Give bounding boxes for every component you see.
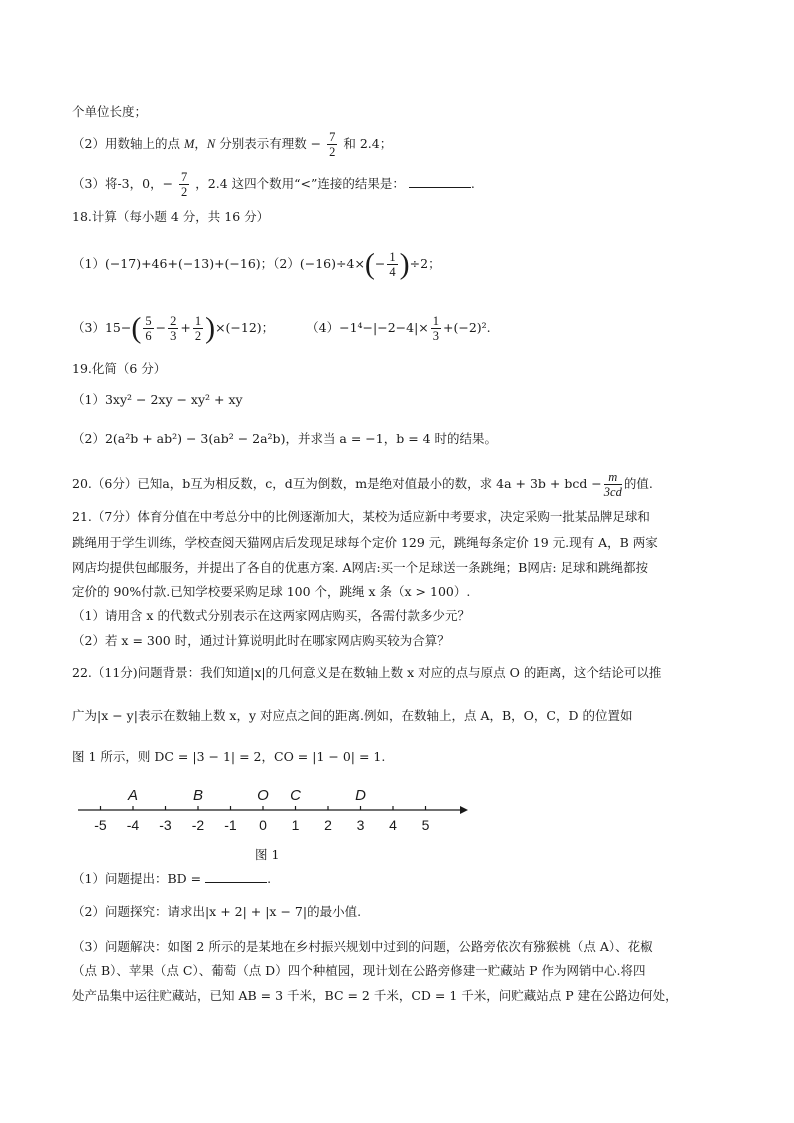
q18-heading — [72, 208, 269, 226]
text: 广为|x − y|表示在数轴上数 x，y 对应点之间的距离.例如，在数轴上，点 A，B，O，C，D 的位置如 — [72, 708, 633, 723]
text: （2）问题探究：请求出|x + 2| + |x − 7|的最小值. — [72, 904, 362, 919]
fraction-1-2 — [193, 314, 203, 343]
q17-part3 — [72, 170, 475, 199]
q22-sub3-line3 — [72, 987, 678, 1005]
tick-label: 4 — [389, 817, 397, 833]
text: 处产品集中运往贮藏站，已知 AB = 3 千米，BC = 2 千米，CD = 1 千米，问贮藏站点 P 建在公路边何处， — [72, 988, 678, 1003]
fraction-7-2 — [327, 130, 337, 159]
paren: ( — [364, 247, 375, 281]
denominator: 3 — [432, 329, 440, 343]
numerator: 2 — [170, 314, 177, 328]
q21-line2 — [72, 534, 658, 552]
point-label-b: B — [192, 787, 204, 804]
fraction-7-2 — [179, 170, 189, 199]
q19-part2 — [72, 430, 497, 448]
text: 图 1 所示，则 DC = |3 − 1| = 2，CO = |1 − 0| = 1. — [72, 749, 386, 764]
fraction-2-3 — [168, 314, 178, 343]
tick-label: 3 — [356, 817, 365, 833]
tick-label: 2 — [324, 817, 332, 833]
text: （2）若 x = 300 时，通过计算说明此时在哪家网店购买较为合算？ — [72, 633, 450, 648]
text: ，2.4 这四个数用“<”连接的结果是： — [195, 176, 405, 191]
axis-arrow — [460, 806, 468, 814]
number-line-figure — [70, 780, 470, 840]
denominator: 2 — [181, 185, 188, 199]
numerator: 7 — [181, 170, 188, 184]
figure-caption: 图 1 — [255, 847, 280, 862]
tick-label: -5 — [94, 817, 107, 833]
text: 的值. — [623, 476, 653, 491]
q18-parts-1-2: （1）(−17)+46+(−13)+(−16)；（2）(−16)÷4×(− $\frac{1}{4}$ )÷2； — [72, 247, 441, 281]
text: （2）2(a²b + ab²) − 3(ab² − 2a²b)，并求当 a = −1，b = 4 时的结果。 — [72, 431, 498, 446]
tick-label: 0 — [259, 817, 267, 833]
text: （1）问题提出：BD = — [72, 871, 202, 886]
denominator: 3cd — [603, 485, 622, 499]
q22-sub3-line2 — [72, 962, 646, 980]
q22-sub1 — [72, 870, 271, 888]
text: 19.化简（6 分） — [72, 361, 167, 376]
q21-line1 — [72, 508, 650, 526]
q22-line2 — [72, 707, 632, 725]
text: 定价的 90%付款.已知学校要采购足球 100 个，跳绳 x 条（x > 100）. — [72, 584, 471, 599]
fraction-5-6 — [143, 314, 153, 343]
numerator: 7 — [329, 130, 336, 144]
q22-line3 — [72, 748, 385, 766]
tick-label: -2 — [191, 817, 205, 833]
point-label-d: D — [355, 787, 366, 804]
fraction-1-3 — [431, 314, 441, 343]
q19-part1 — [72, 391, 243, 409]
denominator: 2 — [194, 329, 202, 343]
text: . — [267, 871, 272, 886]
tick-label: -4 — [126, 817, 140, 833]
paren: ) — [399, 247, 410, 281]
text: . — [470, 176, 475, 191]
text: （3）将-3，0，− — [72, 176, 174, 191]
tick-label: -3 — [159, 817, 172, 833]
text: （1）3xy² − 2xy − xy² + xy — [72, 392, 243, 407]
numerator: 1 — [389, 250, 396, 264]
text: （点 B）、苹果（点 C）、葡萄（点 D）四个种植园，现计划在公路旁修建一贮藏站 P 作为网销中心.将四 — [72, 963, 646, 978]
text: （3）问题解决：如图 2 所示的是某地在乡村振兴规划中过到的问题，公路旁依次有猕猴桃（点 A）、花椒 — [72, 939, 653, 954]
q17-part2 — [72, 130, 392, 159]
fraction-1-4 — [387, 250, 397, 279]
point-label-o: O — [257, 787, 269, 804]
q21-line4 — [72, 583, 470, 601]
text: （1）请用含 x 的代数式分别表示在这两家网店购买，各需付款多少元？ — [72, 608, 470, 623]
q21-sub1 — [72, 607, 470, 625]
tick-label: 1 — [291, 817, 300, 833]
fraction-m-3cd — [604, 470, 622, 499]
text: （3）15− — [72, 320, 132, 335]
text: ÷2； — [409, 256, 441, 271]
point-labels — [127, 787, 366, 804]
answer-blank[interactable] — [205, 870, 267, 883]
denominator: 3 — [170, 329, 177, 343]
text: ×(−12)； — [215, 320, 275, 335]
text: 网店均提供包邮服务，并提出了各自的优惠方案. A网店:买一个足球送一条跳绳；B网店: 足球和跳绳都按 — [72, 560, 649, 575]
q20 — [72, 470, 653, 499]
text: ， — [194, 136, 207, 151]
q21-line3 — [72, 559, 648, 577]
text: 22.（11分)问题背景：我们知道|x|的几何意义是在数轴上数 x 对应的点与原点 O 的距离，这个结论可以推 — [72, 665, 662, 680]
tick-label: 5 — [421, 817, 430, 833]
line-unit-length — [72, 103, 147, 121]
text: +(−2)². — [443, 320, 491, 335]
q18-parts-3-4: （3）15−( $\frac{5}{6}$ − $\frac{2}{3}$ + $\frac{1}{2}$ )×(−12)； （4）−1⁴−|−2−4|× $\frac{1}{3}$ +(−2)². — [72, 311, 491, 345]
point-m: M — [183, 137, 195, 151]
paren: ( — [131, 311, 142, 345]
answer-blank[interactable] — [409, 175, 471, 188]
text: （4）−1⁴−|−2−4|× — [306, 320, 429, 335]
text: （2）用数轴上的点 — [72, 136, 180, 151]
numerator: 5 — [145, 314, 152, 328]
q22-sub3-line1 — [72, 938, 653, 956]
q19-heading — [72, 360, 166, 378]
text: 个单位长度； — [72, 104, 148, 119]
text: 和 2.4； — [343, 136, 393, 151]
text: 18.计算（每小题 4 分，共 16 分） — [72, 209, 270, 224]
numerator: m — [604, 470, 622, 485]
numerator: 1 — [194, 314, 202, 328]
text: （1）(−17)+46+(−13)+(−16)；（2）(−16)÷4× — [72, 256, 365, 271]
denominator: 6 — [145, 329, 152, 343]
paren: ) — [205, 311, 216, 345]
denominator: 4 — [389, 265, 396, 279]
point-n: N — [206, 137, 216, 151]
text: 21.（7分）体育分值在中考总分中的比例逐渐加大，某校为适应新中考要求，决定采购一批某品牌足球和 — [72, 509, 650, 524]
text: 跳绳用于学生训练，学校查阅天猫网店后发现足球每个定价 129 元，跳绳每条定价 19 元.现有 A，B 两家 — [72, 535, 658, 550]
point-label-c: C — [290, 787, 301, 804]
point-label-a: A — [127, 787, 139, 804]
denominator: 2 — [329, 145, 336, 159]
q22-sub2 — [72, 903, 361, 921]
q22-line1 — [72, 664, 661, 682]
q21-sub2 — [72, 632, 450, 650]
numerator: 1 — [432, 314, 440, 328]
tick-label: -1 — [224, 817, 237, 833]
text: 分别表示有理数 − — [215, 136, 322, 151]
text: 20.（6分）已知a，b互为相反数，c，d互为倒数，m是绝对值最小的数，求 4a + 3b + bcd − — [72, 476, 602, 491]
